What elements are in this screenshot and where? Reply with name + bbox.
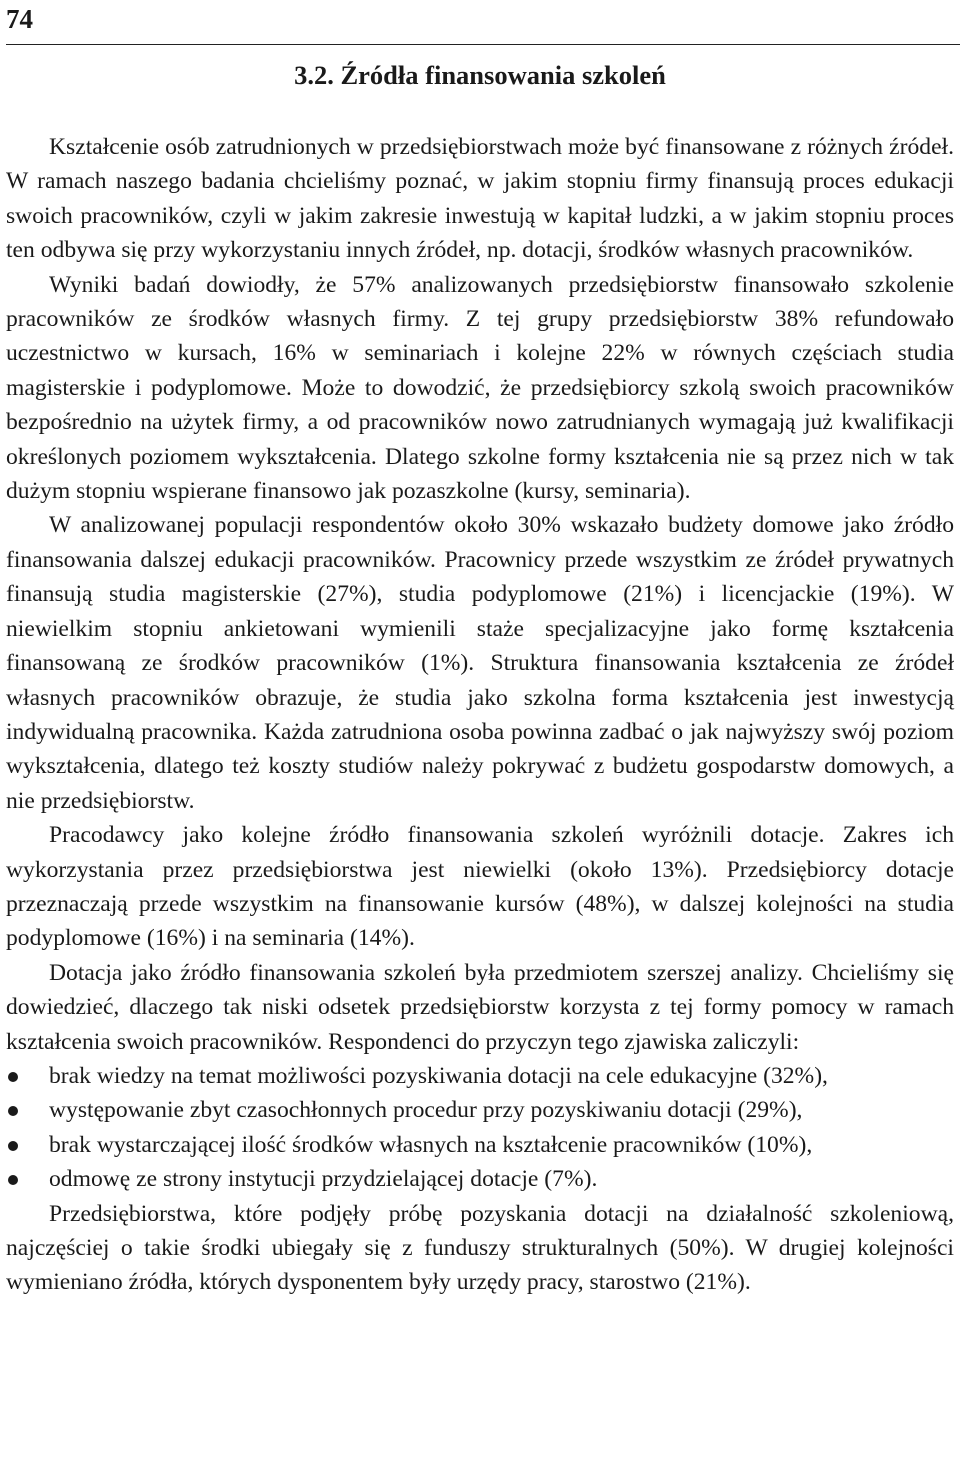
paragraph: Kształcenie osób zatrudnionych w przedsiębiorstwach może być finansowane z różnych źródeł. W ramach naszego badania chcieliśmy poznać, w jakim stopniu firmy finansują proces edukacji swoich pracowników, czyli w jakim zakresie inwestują w kapitał ludzki, a w jakim stopniu proces ten odbywa się przy wykorzystaniu innych źródeł, np. dotacji, środków własnych pracowników. (6, 134, 954, 264)
page-header (6, 0, 960, 45)
list-item-text: brak wystarczającej ilość środków własnych na kształcenie pracowników (10%), (49, 1131, 813, 1158)
bullet-icon (8, 1072, 18, 1082)
list-item (6, 1093, 954, 1127)
paragraph: W analizowanej populacji respondentów około 30% wskazało budżety domowe jako źródło finansowania dalszej edukacji pracowników. Pracownicy przede wszystkim ze źródeł prywatnych finansują studia magisterskie (27%), studia podyplomowe (21%) i licencjackie (19%). W niewielkim stopniu ankietowani wymienili staże specjalizacyjne jako formę kształcenia finansowaną ze środków pracowników (1%). Struktura finansowania kształcenia ze źródeł własnych pracowników obrazuje, że studia jako szkolna forma kształcenia jest inwestycją indywidualną pracownika. Każda zatrudniona osoba powinna zadbać o jak najwyższy swój poziom wykształcenia, dlatego też koszty studiów należy pokrywać z budżetu gospodarstw domowych, a nie przedsiębiorstw. (6, 512, 954, 814)
bullet-icon (8, 1106, 18, 1116)
list-item (6, 1128, 954, 1162)
paragraph: Przedsiębiorstwa, które podjęły próbę pozyskania dotacji na działalność szkoleniową, najczęściej o takie środki ubiegały się z funduszy strukturalnych (50%). W drugiej kolejności wymieniano źródła, których dysponentem były urzędy pracy, starostwo (21%). (6, 1200, 954, 1296)
list-item-text: brak wiedzy na temat możliwości pozyskiwania dotacji na cele edukacyjne (32%), (49, 1062, 828, 1089)
list-item (6, 1059, 954, 1093)
paragraph: Wyniki badań dowiodły, że 57% analizowanych przedsiębiorstw finansowało szkolenie pracowników ze środków własnych firmy. Z tej grupy przedsiębiorstw 38% refundowało uczestnictwo w kursach, 16% w seminariach i kolejne 22% w równych częściach studia magisterskie i podyplomowe. Może to dowodzić, że przedsiębiorcy szkolą swoich pracowników bezpośrednio na użytek firmy, a od pracowników nowo zatrudnianych wymagają już kwalifikacji określonych poziomem wykształcenia. Dlatego szkolne formy kształcenia nie są przez nich w tak dużym stopniu wspierane finansowo jak pozaszkolne (kursy, seminaria). (6, 271, 954, 505)
paragraph: Pracodawcy jako kolejne źródło finansowania szkoleń wyróżnili dotacje. Zakres ich wykorzystania przez przedsiębiorstwa jest niewielki (około 13%). Przedsiębiorcy dotacje przeznaczają przede wszystkim na finansowanie kursów (48%), w dalszej kolejności na studia podyplomowe (16%) i na seminaria (14%). (6, 822, 954, 952)
section-title: 3.2. Źródła finansowania szkoleń (294, 60, 666, 90)
bullet-list (6, 1059, 954, 1197)
paragraph: Dotacja jako źródło finansowania szkoleń była przedmiotem szerszej analizy. Chcieliśmy się dowiedzieć, dlaczego tak niski odsetek przedsiębiorstw korzysta z tej formy pomocy w ramach kształcenia swoich pracowników. Respondenci do przyczyn tego zjawiska zaliczyli: (6, 959, 954, 1055)
bullet-icon (8, 1175, 18, 1185)
list-item-text: występowanie zbyt czasochłonnych procedur przy pozyskiwaniu dotacji (29%), (49, 1097, 803, 1124)
list-item (6, 1162, 954, 1196)
body-text (6, 130, 954, 1300)
bullet-icon (8, 1141, 18, 1151)
list-item-text: odmowę ze strony instytucji przydzielającej dotacje (7%). (49, 1166, 598, 1193)
page-number: 74 (6, 4, 33, 34)
